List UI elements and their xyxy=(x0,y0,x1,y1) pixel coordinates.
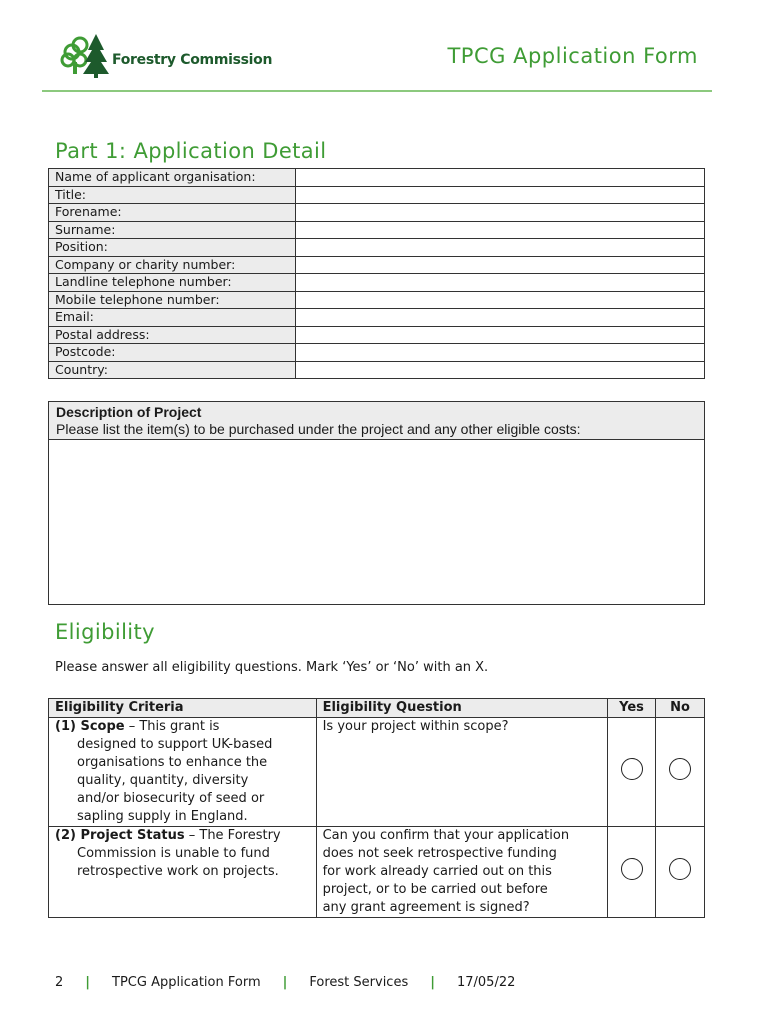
field-label: Mobile telephone number: xyxy=(49,291,296,309)
footer-separator: | xyxy=(282,975,288,990)
no-cell xyxy=(656,718,705,827)
detail-row xyxy=(49,239,705,257)
footer-separator: | xyxy=(430,975,435,990)
criteria-title: (1) Scope xyxy=(55,719,125,734)
detail-row xyxy=(49,361,705,379)
criteria-desc-line: retrospective work on projects. xyxy=(77,864,279,879)
detail-row xyxy=(49,326,705,344)
field-value-input[interactable] xyxy=(296,361,705,379)
field-value-input[interactable] xyxy=(296,186,705,204)
field-value-input[interactable] xyxy=(296,169,705,187)
footer-department: Forest Services xyxy=(309,975,409,990)
tree-logo-icon xyxy=(58,32,110,78)
criteria-cell xyxy=(49,718,317,827)
field-label: Position: xyxy=(49,239,296,257)
criteria-desc-line: quality, quantity, diversity xyxy=(77,773,249,788)
question-line: Can you confirm that your application xyxy=(322,828,570,843)
criteria-desc-line: and/or biosecurity of seed or xyxy=(77,791,265,806)
criteria-desc-line: sapling supply in England. xyxy=(77,809,248,824)
detail-row xyxy=(49,309,705,327)
eligibility-heading: Eligibility xyxy=(55,620,155,644)
criteria-first-line xyxy=(55,827,310,845)
field-value-input[interactable] xyxy=(296,326,705,344)
field-label: Postcode: xyxy=(49,344,296,362)
col-criteria: Eligibility Criteria xyxy=(49,699,317,718)
eligibility-table xyxy=(48,698,705,918)
question-line: Is your project within scope? xyxy=(322,719,509,734)
criteria-cell xyxy=(49,827,317,918)
detail-row xyxy=(49,256,705,274)
project-description-box xyxy=(48,401,705,605)
field-label: Postal address: xyxy=(49,326,296,344)
detail-row xyxy=(49,204,705,222)
no-radio[interactable] xyxy=(669,858,691,880)
criteria-first-line xyxy=(55,718,310,736)
field-label: Country: xyxy=(49,361,296,379)
description-title: Description of Project xyxy=(56,404,202,420)
form-title: TPCG Application Form xyxy=(447,44,698,68)
col-yes: Yes xyxy=(608,699,656,718)
detail-row xyxy=(49,221,705,239)
field-label: Landline telephone number: xyxy=(49,274,296,292)
yes-cell xyxy=(608,827,656,918)
page-footer xyxy=(55,975,515,990)
no-cell xyxy=(656,827,705,918)
yes-cell xyxy=(608,718,656,827)
field-label: Email: xyxy=(49,309,296,327)
criteria-title: (2) Project Status xyxy=(55,828,185,843)
criteria-desc-start: – This grant is xyxy=(124,719,220,734)
description-input-area[interactable] xyxy=(49,440,704,604)
footer-page-number: 2 xyxy=(55,975,64,990)
field-value-input[interactable] xyxy=(296,309,705,327)
eligibility-row xyxy=(49,827,705,918)
col-question: Eligibility Question xyxy=(316,699,607,718)
header-divider xyxy=(42,90,712,92)
criteria-desc-line: Commission is unable to fund xyxy=(77,846,270,861)
field-label: Name of applicant organisation: xyxy=(49,169,296,187)
detail-row xyxy=(49,344,705,362)
criteria-desc-line: designed to support UK-based xyxy=(77,737,273,752)
forestry-commission-logo xyxy=(58,32,278,78)
question-line: for work already carried out on this xyxy=(322,864,552,879)
question-cell xyxy=(316,718,607,827)
field-label: Company or charity number: xyxy=(49,256,296,274)
field-value-input[interactable] xyxy=(296,256,705,274)
detail-row xyxy=(49,291,705,309)
question-line: project, or to be carried out before xyxy=(322,882,548,897)
yes-radio[interactable] xyxy=(621,858,643,880)
description-header xyxy=(49,402,704,440)
field-value-input[interactable] xyxy=(296,239,705,257)
no-radio[interactable] xyxy=(669,758,691,780)
field-value-input[interactable] xyxy=(296,291,705,309)
yes-radio[interactable] xyxy=(621,758,643,780)
logo-text: Forestry Commission xyxy=(112,52,273,68)
col-no: No xyxy=(656,699,705,718)
question-line: does not seek retrospective funding xyxy=(322,846,557,861)
field-label: Forename: xyxy=(49,204,296,222)
field-value-input[interactable] xyxy=(296,204,705,222)
criteria-desc-line: organisations to enhance the xyxy=(77,755,268,770)
field-value-input[interactable] xyxy=(296,344,705,362)
detail-row xyxy=(49,274,705,292)
criteria-desc-start: – The Forestry xyxy=(184,828,281,843)
part1-heading: Part 1: Application Detail xyxy=(55,139,327,163)
question-cell xyxy=(316,827,607,918)
footer-separator: | xyxy=(85,975,91,990)
field-value-input[interactable] xyxy=(296,274,705,292)
description-instruction: Please list the item(s) to be purchased under the project and any other eligible costs: xyxy=(56,421,581,437)
footer-date: 17/05/22 xyxy=(456,975,516,990)
field-value-input[interactable] xyxy=(296,221,705,239)
detail-row xyxy=(49,186,705,204)
footer-doc-title: TPCG Application Form xyxy=(112,975,261,990)
field-label: Surname: xyxy=(49,221,296,239)
eligibility-row xyxy=(49,718,705,827)
question-line: any grant agreement is signed? xyxy=(322,900,530,915)
field-label: Title: xyxy=(49,186,296,204)
application-detail-table xyxy=(48,168,705,379)
eligibility-intro: Please answer all eligibility questions. Mark ‘Yes’ or ‘No’ with an X. xyxy=(55,660,489,675)
detail-row xyxy=(49,169,705,187)
